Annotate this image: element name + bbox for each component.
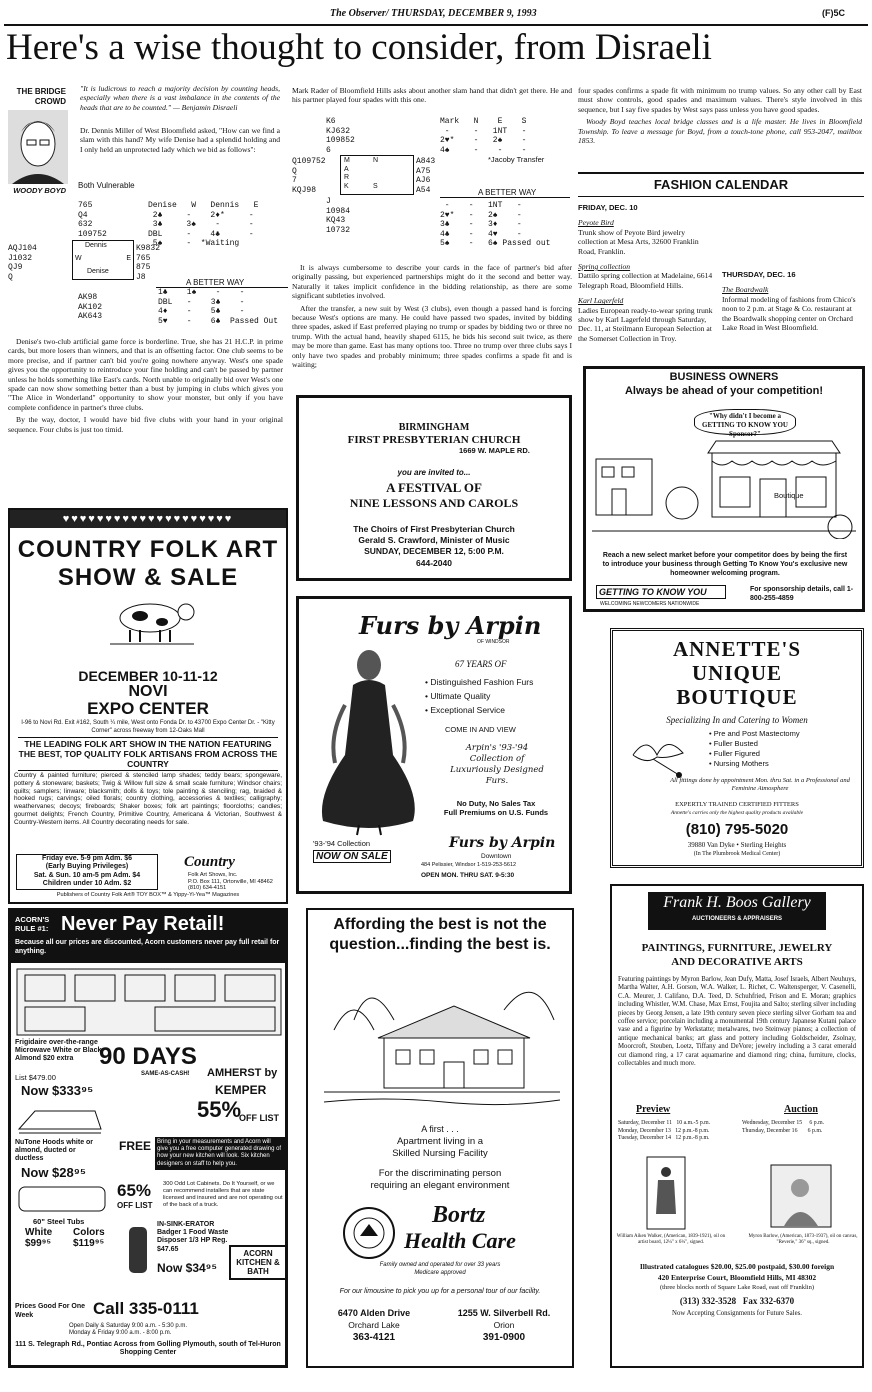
- kemper-discount: 55%: [197, 1097, 242, 1122]
- tub-illustration: [15, 1181, 111, 1215]
- jacoby-note: *Jacoby Transfer: [488, 155, 545, 164]
- boos-consignments: Now Accepting Consignments for Future Sales.: [672, 1310, 802, 1317]
- tubs-colors: Colors $119⁹⁵: [73, 1227, 105, 1249]
- lessons-carols: NINE LESSONS AND CAROLS: [349, 496, 519, 510]
- paragraph: After the transfer, a new suit by West (3 clubs), even though a passed hand is forcing because West's options are many. He could have passed two spades, invited by bidding three spades, asked if East preferred playing no trump or spades by bidding two or three no trump. With the actual hand, heavily shaped 6115, he bids his second suit twice, as there may be more than game. East has many options too. Three no trump over three clubs says I only have two spades and probably minimum; three spades confirms a spade fit and is waiting;: [292, 303, 572, 370]
- gtky-logo: GETTING TO KNOW YOU: [596, 585, 726, 599]
- sponsor-phone: For sponsorship details, call 1-800-255-4859: [750, 586, 854, 602]
- boos-auction-heading: Auction: [784, 1104, 818, 1115]
- bortz-addr-2: 1255 W. Silverbell Rd.: [457, 1308, 551, 1318]
- folk-leading: THE LEADING FOLK ART SHOW IN THE NATION FEATURING THE BEST, TOP QUALITY FOLK ARTISANS FROM ACROSS THE COUNTRY: [18, 739, 278, 769]
- bortz-logo-care: Health Care: [404, 1228, 516, 1253]
- event-name: The Boardwalk: [722, 285, 769, 295]
- hood-illustration: [15, 1107, 105, 1137]
- folk-dates: DECEMBER 10-11-12: [78, 668, 218, 684]
- west-hand-2: Q109752 Q 7 KQJ98: [292, 157, 326, 195]
- annettes-boutique-ad: [610, 628, 864, 868]
- event-text: Trunk show of Peyote Bird jewelry collection at Mesa Arts, 32600 Franklin Road, Franklin.: [578, 227, 699, 256]
- bortz-family: Family owned and operated for over 33 years Medicare approved: [379, 1262, 501, 1276]
- furs-logo: Furs by Arpin: [359, 611, 542, 640]
- better-way-title-1: A BETTER WAY: [186, 278, 245, 287]
- fairy-illustration: [623, 735, 693, 781]
- paragraph: By the way, doctor, I would have bid five clubs with your hand in your original sequence. Four clubs is just too timid.: [8, 415, 283, 434]
- auction-2-better: - - 1NT - 2♥* - 2♠ - 3♣ - 3♦ - 4♣ - 4♥ - 5♠ - 6♠ Passed out: [440, 201, 551, 248]
- day-heading: THURSDAY, DEC. 16: [722, 270, 796, 279]
- microwave-desc: Frigidaire over-the-range Microwave White or Black Almond $20 extra: [15, 1039, 102, 1062]
- day-heading: FRIDAY, DEC. 10: [578, 203, 638, 212]
- furs-bullet: • Ultimate Quality: [425, 691, 491, 701]
- folk-title: COUNTRY FOLK ART: [17, 536, 279, 563]
- church-name: FIRST PRESBYTERIAN CHURCH: [347, 434, 521, 446]
- auction-1-better: 1♣ 1♠ - - DBL - 3♣ - 4♦ - 5♣ - 5♥ - 6♣ Passed Out: [158, 288, 279, 326]
- paragraph: four spades confirms a spade fit with minimum no trump values. So any other call by East must show controls, good spades and maximum values. There's style involved in this sequence, but I say five spades by West says pass unless you have good spades.: [578, 86, 862, 114]
- bortz-discriminating: For the discriminating person requiring an elegant environment: [370, 1168, 510, 1191]
- same-as-cash-days: 90 DAYS: [99, 1043, 197, 1070]
- bortz-city-2: Orion: [493, 1320, 515, 1330]
- free-drawing-text: Bring in your measurements and Acorn will give you a free computer generated drawing of how your new kitchen will look. Six kitchen designers on staff to help you.: [155, 1137, 285, 1170]
- acorn-kitchen-ad: [8, 908, 288, 1368]
- furs-by-arpin-ad: [296, 596, 572, 894]
- walker-painting: [646, 1156, 686, 1230]
- fashion-col-1: [578, 203, 714, 343]
- compass-south: S: [373, 183, 378, 190]
- boos-directions: (three blocks north of Square Lake Road, east off Franklin): [659, 1284, 815, 1291]
- fashion-rule-top: [578, 172, 864, 174]
- ahead-tagline: Always be ahead of your competition!: [624, 385, 824, 397]
- annette-phone: (810) 795-5020: [685, 821, 789, 838]
- better-way-title-2: A BETTER WAY: [478, 188, 537, 197]
- annette-center: (In The Plumbrook Medical Center): [693, 851, 781, 857]
- phone: 644-2040: [416, 558, 452, 568]
- bridge-text-mark: Mark Rader of Bloomfield Hills asks about another slam hand that didn't get there. He and his partner played four spades with this one.: [292, 86, 572, 105]
- auction-1: Denise W Dennis E 2♣ - 2♦* - 3♣ 3♠ - - DBL - 4♣ - 5♠ - *Waiting: [148, 201, 259, 248]
- bortz-phone-2: 391-0900: [482, 1332, 526, 1343]
- furs-bullet: • Exceptional Service: [425, 705, 505, 715]
- free-label: FREE: [119, 1139, 152, 1153]
- folk-expo: EXPO CENTER: [87, 699, 209, 718]
- bortz-logo-name: Bortz: [432, 1202, 486, 1228]
- south-hand-2: J 10984 KQ43 10732: [326, 197, 351, 235]
- furs-years: 67 YEARS OF: [455, 659, 507, 669]
- storefront-illustration: [592, 431, 856, 539]
- boos-headline-1: PAINTINGS, FURNITURE, JEWELRY: [641, 942, 833, 954]
- compass-north: Dennis: [85, 242, 107, 249]
- annette-bullet: • Fuller Busted: [709, 739, 758, 748]
- compass-west: W: [75, 255, 82, 262]
- microwave-list: List $479.00: [15, 1073, 56, 1082]
- south-hand-1: AK98 AK102 AK643: [78, 293, 103, 321]
- country-folk-art-ad: [8, 508, 288, 904]
- furs-downtown: Downtown: [481, 853, 512, 860]
- bortz-seal: [342, 1206, 396, 1260]
- columnist-photo: [8, 110, 68, 184]
- heart-border: ♥♥♥♥♥♥♥♥♥♥♥♥♥♥♥♥♥♥♥♥: [10, 510, 286, 528]
- gtky-sub: WELCOMING NEWCOMERS NATIONWIDE: [600, 601, 700, 607]
- disposer-price: Now $34⁹⁵: [157, 1261, 218, 1275]
- bortz-headline-1: Affording the best is not the: [333, 916, 547, 933]
- column-kicker: THE BRIDGE CROWD: [16, 87, 66, 106]
- west-hand-1: AQJ104 J1032 QJ9 Q: [8, 244, 37, 282]
- festival: A FESTIVAL OF: [386, 480, 482, 495]
- amherst: AMHERST by: [207, 1067, 278, 1079]
- event-name: Karl Lagerfeld: [578, 296, 624, 306]
- boos-phone: (313) 332-3528 Fax 332-6370: [679, 1296, 795, 1306]
- bortz-addr-1: 6470 Alden Drive: [337, 1308, 411, 1318]
- kemper: KEMPER: [215, 1083, 267, 1097]
- folk-item-list: Country & painted furniture; pierced & stenciled lamp shades; teddy bears; spongeware, pottery & stoneware; baskets; Twig & Willow full size & small scale furniture; Windsor chairs; quilts; samplers; linware; blacksmith; dolls & toys; tole painting & stenciling; rag, braided & hooked rugs; carvings; oiled florals; country clothing, accessories & textiles; calligraphy; weathervanes; decoys; fireboards; Shaker boxes; folk art paintings; floorcloths; candles; gourmet delights; French Country, Primitive Country, Americana & Victorian, Southwest & Country-Western items. All Country decorating needs for sale.: [14, 772, 282, 826]
- compass-1: [72, 240, 134, 280]
- microwave-illustration: [15, 967, 283, 1037]
- vulnerability: Both Vulnerable: [78, 181, 135, 190]
- date-time: SUNDAY, DECEMBER 12, 5:00 P.M.: [364, 546, 504, 556]
- frank-boos-gallery-ad: [610, 884, 864, 1368]
- fashion-rule-bottom: [578, 196, 864, 197]
- barlow-painting: [770, 1164, 832, 1228]
- minister: Gerald S. Crawford, Minister of Music: [358, 535, 510, 545]
- furs-address: 484 Pelissier, Windsor 1-519-253-5612: [421, 862, 517, 868]
- invited: you are invited to...: [397, 468, 471, 477]
- church-city: BIRMINGHAM: [398, 422, 470, 433]
- folk-novi: NOVI: [128, 683, 168, 700]
- furs-collection: Arpin's '93-'94 Collection of Luxuriously Designed Furs.: [450, 743, 544, 786]
- microwave-price: Now $333⁹⁵: [21, 1083, 94, 1098]
- better-way-rule-2: [440, 197, 570, 198]
- boos-headline-2: AND DECORATIVE ARTS: [671, 956, 803, 968]
- acorn-rule: ACORN'S RULE #1:: [15, 915, 50, 933]
- hoods-desc: NuTone Hoods white or almond, ducted or ductless: [15, 1139, 94, 1162]
- annette-bullet: • Pre and Post Mastectomy: [709, 729, 800, 738]
- bortz-phone-1: 363-4121: [352, 1332, 396, 1343]
- event-name: Spring collection: [578, 262, 631, 272]
- annette-fittings: All fittings done by appointment Mon. thru Sat. in a Professional and Feminine Atmosphere: [670, 777, 850, 792]
- boos-address: 420 Enterprise Court, Bloomfield Hills, MI 48302: [657, 1273, 817, 1282]
- acorn-subtitle: Because all our prices are discounted, Acorn customers never pay full retail for anything.: [15, 939, 280, 955]
- columnist-byline: WOODY BOYD: [13, 186, 66, 195]
- issue-date: THURSDAY, DECEMBER 9, 1993: [391, 8, 537, 19]
- annette-bullet: • Nursing Mothers: [709, 759, 769, 768]
- paper-name: The Observer/: [330, 8, 389, 19]
- boos-preview-times: Saturday, December 11 10 a.m.-5 p.m. Monday, December 13 12 p.m.-8 p.m. Tuesday, December 14 12 p.m.-8 p.m.: [618, 1120, 711, 1142]
- annette-title-1: ANNETTE'S: [672, 637, 802, 661]
- furs-bullet: • Distinguished Fashion Furs: [425, 677, 534, 687]
- annette-quality: Annette's carries only the highest quality products available: [670, 810, 804, 816]
- boos-auctioneers: AUCTIONEERS & APPRAISERS: [691, 916, 783, 922]
- odd-lot-off: OFF LIST: [117, 1201, 153, 1210]
- compass-south: Denise: [87, 268, 109, 275]
- north-hand-1: 765 Q4 632 109752: [78, 201, 107, 239]
- compass-north: N: [373, 157, 379, 164]
- getting-to-know-you-ad: [583, 366, 865, 612]
- annette-address: 39880 Van Dyke • Sterling Heights: [687, 841, 787, 849]
- folk-hours: Friday eve. 5-9 pm Adm. $6 (Early Buying Privileges) Sat. & Sun. 10 am-5 pm Adm. $4 Children under 10 Adm. $2: [16, 854, 158, 890]
- tubs-white: White $99⁹⁵: [25, 1227, 53, 1249]
- kemper-off-list: OFF LIST: [239, 1113, 279, 1123]
- hoods-price: Now $28⁹⁵: [21, 1165, 87, 1180]
- bortz-city-1: Orchard Lake: [348, 1320, 400, 1330]
- tubs-label: 60" Steel Tubs: [33, 1217, 85, 1226]
- cow-illustration: [104, 594, 200, 648]
- folk-subtitle: SHOW & SALE: [57, 564, 239, 591]
- bridge-text-3: [578, 86, 862, 148]
- bridge-text-1: [8, 337, 283, 437]
- bortz-health-care-ad: [306, 908, 574, 1368]
- church-ad: [296, 395, 572, 581]
- boos-featuring: Featuring paintings by Myron Barlow, Jean Dufy, Matta, Josef Israels, Albert Neuhuys, Martha Walter, A.H. Gorson, W.A. Walker, L. Richet, C. Waltensperger, V. Casenelli, C.A. Meurer, J. Califano, D.A. Teed, D. Schuhfried, Frison and E. Moran; graphics including Whistler, W.M. Chase, Max Ernst, Foujita and Salto; sterling silver including pieces by Georg Jensen, a late 19th century seven piece sterling silver Gorham tea and coffee service; porcelain including a monumental 19th century Japanese Kutani palace vase and a figurine by Werkstatte; metalwares, two Steinway pianos; a collection of antique mechanical banks; art glass and pottery including Goldscheider, Zsolnay, Moorcroft, Steuben, Loetz, Tiffany and DeVore; jewelry including a 3 carat emerald cut diamond ring, a 17 carat aquamarine and diamond ring; china, furniture, clocks, collectables and much more.: [618, 976, 856, 1068]
- event-text: Dattilo spring collection at Madelaine, 6614 Telegraph Road, Bloomfield Hills.: [578, 271, 713, 290]
- church-address: 1669 W. MAPLE RD.: [459, 446, 530, 455]
- masthead-paper-date: [330, 8, 537, 19]
- acorn-phone: Call 335-0111: [93, 1299, 199, 1318]
- auction-2: Mark N E S - - 1NT - 2♥* - 2♠ - 4♠ - - -: [440, 117, 527, 155]
- bortz-limousine: For our limousine to pick you up for a personal tour of our facility.: [339, 1288, 541, 1295]
- furs-sale-line1: '93-'94 Collection: [313, 839, 371, 848]
- annette-specializing: Specializing In and Catering to Women: [666, 715, 808, 725]
- annette-title-2: UNIQUE: [691, 661, 782, 685]
- boos-auction-times: Wednesday, December 15 6 p.m. Thursday, December 16 6 p.m.: [742, 1120, 825, 1134]
- boos-logo: Frank H. Boos Gallery: [663, 894, 811, 911]
- building-illustration: [324, 970, 560, 1110]
- paragraph: Denise's two-club artificial game force is borderline. True, she has 21 H.C.P. in prime cards, but more losers than winners, and that is an offsetting factor. One club seems to be more precise, and if partner can't bid you're going nowhere anyway. West's one spade gives you the opportunity to reintroduce your fine holding and can't be passed by partner unless he holds something like East's cards. North unable to originally bid over West's one spade can now show something better than a bust by jumping in clubs which gives you "The Alice in Wonderland" opportunity to show your monster, but only if you have complete confidence in partner's three clubs.: [8, 337, 283, 412]
- compass-east: E: [126, 255, 131, 262]
- furs-sale-line2: NOW ON SALE: [313, 850, 391, 863]
- folk-logo: Country: [184, 854, 235, 870]
- annette-bullet: • Fuller Figured: [709, 749, 760, 758]
- furs-hours: OPEN MON. THRU SAT. 9-5:30: [421, 872, 515, 879]
- disposer-illustration: [123, 1223, 153, 1277]
- event-name: Peyote Bird: [578, 218, 614, 228]
- bridge-text-2: [292, 263, 572, 372]
- bortz-a-first: A first . . .: [421, 1124, 459, 1134]
- reach-market-text: Reach a new select market before your competitor does by being the first to introduce your business through Getting To Know You's exclusive new homeowner welcoming program.: [602, 552, 848, 577]
- paragraph: It is always cumbersome to describe your cards in the face of partner's bid after originally passing, but experienced partnerships might do it the second and better way. Naturally it takes implicit confidence in the bidding relationship, as there are some significant subtleties involved.: [292, 263, 572, 301]
- barlow-caption: Myron Barlow, (American, 1873-1937), oil on canvas, "Reverie," 36" sq., signed.: [748, 1234, 858, 1246]
- walker-caption: William Aiken Walker, (American, 1839-1921), oil on artist board, 12¼" x 6¼", signed.: [616, 1234, 726, 1246]
- folk-address: Folk Art Shows, Inc. P.O. Box 111, Ortonville, MI 48462 (810) 634-4151: [188, 872, 273, 891]
- annette-title-3: BOUTIQUE: [676, 685, 798, 709]
- boos-preview-heading: Preview: [636, 1104, 671, 1115]
- furs-of-windsor: OF WINDSOR: [477, 639, 510, 645]
- headline: Here's a wise thought to consider, from Disraeli: [6, 27, 712, 68]
- compass-2: [340, 155, 414, 195]
- acorn-title: Never Pay Retail!: [61, 913, 225, 935]
- bortz-headline-2: question...finding the best is.: [329, 936, 551, 953]
- north-hand-2: K6 KJ632 109852 6: [326, 117, 355, 155]
- fashion-calendar-title: FASHION CALENDAR: [653, 177, 789, 192]
- same-as-cash-sub: SAME-AS-CASH!: [141, 1071, 190, 1077]
- acorn-address: 111 S. Telegraph Rd., Pontiac Across from Golling Plymouth, south of Tel-Huron Shopping Center: [15, 1341, 281, 1357]
- compass-mark-label: MARK: [344, 157, 350, 190]
- annette-expert: EXPERTLY TRAINED CERTIFIED FITTERS: [675, 801, 799, 808]
- fashion-col-2: [722, 270, 862, 332]
- east-hand-2: A843 A75 AJ6 A54: [416, 157, 436, 195]
- odd-lot-discount: 65%: [117, 1181, 152, 1200]
- odd-lot-text: 300 Odd Lot Cabinets. Do It Yourself, or we can recommend installers that are state licensed and insured and are not operating out of the back of a truck.: [163, 1181, 283, 1208]
- choirs: The Choirs of First Presbyterian Church: [353, 524, 515, 534]
- furs-logo-small: Furs by Arpin: [449, 835, 556, 851]
- disposer-desc: IN-SINK-ERATOR Badger 1 Food Waste Disposer 1/3 HP Reg. $47.65: [157, 1221, 229, 1253]
- business-owners-title: BUSINESS OWNERS: [669, 371, 779, 383]
- acorn-hours: Open Daily & Saturday 9:00 a.m. - 5:30 p.m. Monday & Friday 9:00 a.m. - 8:00 p.m.: [69, 1323, 188, 1337]
- acorn-logo: ACORN KITCHEN & BATH: [229, 1245, 287, 1280]
- east-hand-1: K9832 765 875 J8: [136, 244, 161, 282]
- event-text: Ladies European ready-to-wear spring trunk show by Karl Lagerfeld through Saturday, Dec. 11, at Steilmann European Selection at the Somerset Collection in Troy.: [578, 305, 713, 343]
- bortz-apartment: Apartment living in a Skilled Nursing Facility: [392, 1136, 488, 1159]
- fur-coat-model: [309, 645, 425, 837]
- furs-duty: No Duty, No Sales Tax Full Premiums on U.S. Funds: [443, 799, 549, 817]
- prices-good: Prices Good For One Week: [15, 1303, 86, 1319]
- disraeli-quote: "It is ludicrous to reach a majority decision by counting heads, especially when there is a vast imbalance in the contents of the heads that are to be counted." — Benjamin Disraeli: [80, 84, 280, 112]
- columnist-bio: Woody Boyd teaches local bridge classes and is a life master. He lives in Bloomfield Township. To leave a message for Boyd, from a touch-tone phone, call 953-2047, mailbox 1853.: [578, 117, 862, 146]
- page-number: (F)5C: [822, 8, 845, 18]
- bridge-intro: Dr. Dennis Miller of West Bloomfield asked, "How can we find a slam with this hand? My wife Denise had a splendid holding and I only held an unprotected lady which we bid as follows":: [80, 126, 280, 154]
- boutique-sign: Boutique: [774, 491, 804, 500]
- boos-catalogues: Illustrated catalogues $20.00, $25.00 postpaid, $30.00 foreign: [639, 1262, 835, 1271]
- event-text: Informal modeling of fashions from Chico's noon to 2 p.m. at Stage & Co. restaurant at the Boardwalk shopping center on Orchard Lake Road in West Bloomfield.: [722, 294, 856, 333]
- folk-directions: I-96 to Novi Rd. Exit #162, South ¼ mile, West onto Fonda Dr. to 43700 Expo Center Dr. - "Kitty Corner" across freeway from 12-Oaks Mall: [21, 720, 275, 734]
- furs-come-in: COME IN AND VIEW: [445, 725, 516, 734]
- folk-publishers: Publishers of Country Folk Art® TOY BOX™ & Yippy-Yi-Yea™ Magazines: [56, 892, 240, 898]
- speech-bubble: "Why didn't I become a GETTING TO KNOW YOU Sponsor?": [694, 409, 796, 435]
